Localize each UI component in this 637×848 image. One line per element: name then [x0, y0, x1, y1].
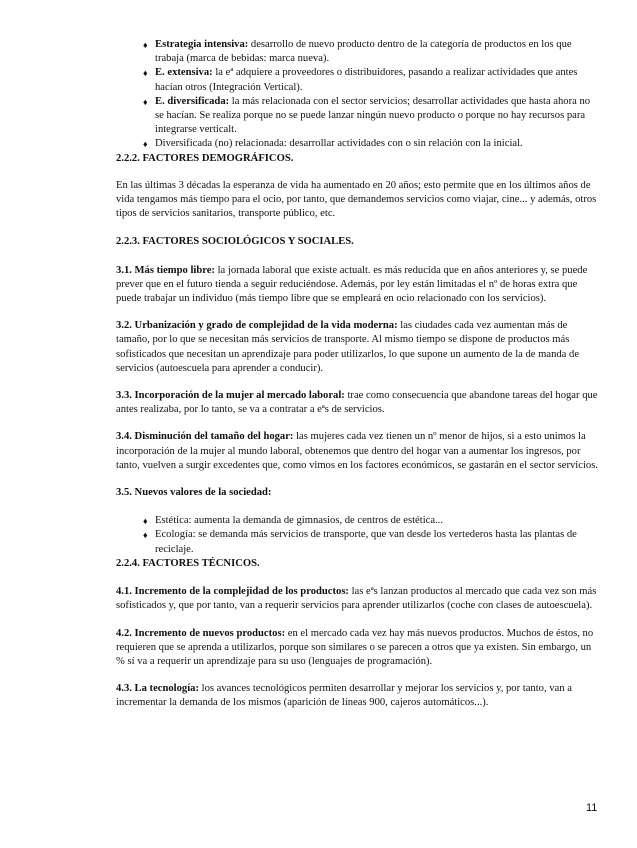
item-text: en el mercado cada vez hay más nuevos productos. Muchos de éstos, no requieren que se aprenda a utilizarlos, porque son similares o se parecen a otros que ya existen. Sin embargo, un % sí va a requerir un aprendizaje para su uso (lenguajes de programación).	[116, 627, 594, 667]
item-term: 3.1. Más tiempo libre:	[116, 264, 215, 276]
bullet-text: Diversificada (no) relacionada: desarrollar actividades con o sin relación con la inicial.	[155, 138, 523, 150]
page-number: 11	[586, 802, 598, 814]
strategy-list	[143, 38, 600, 152]
paragraph-item	[116, 389, 600, 417]
diamond-bullet-icon: ♦	[143, 139, 148, 150]
item-term: 4.1. Incremento de la complejidad de los productos:	[116, 586, 349, 598]
bullet-term: E. diversificada:	[155, 95, 230, 107]
item-term: 3.3. Incorporación de la mujer al mercado laboral:	[116, 390, 345, 402]
item-text: los avances tecnológicos permiten desarrollar y mejorar los servicios y, por tanto, van a incrementar la demanda de los mismos (aparición de líneas 900, cajeros automáticos...).	[116, 683, 572, 709]
section-heading-tecnicos: 2.2.4. FACTORES TÉCNICOS.	[116, 557, 260, 569]
page-content	[116, 38, 600, 711]
diamond-bullet-icon: ♦	[143, 530, 148, 541]
bullet-term: E. extensiva:	[155, 67, 213, 79]
item-text: trae como consecuencia que abandone tareas del hogar que antes realizaba, por lo tanto, se va a contratar a eªs de servicios.	[116, 390, 598, 416]
paragraph-item	[116, 430, 600, 473]
paragraph-item	[116, 319, 600, 376]
diamond-bullet-icon: ♦	[143, 516, 148, 527]
item-term: 4.3. La tecnología:	[116, 683, 199, 695]
paragraph-demograficos: En las últimas 3 décadas la esperanza de vida ha aumentado en 20 años; esto permite que en los últimos años de vida tengamos más tiempo para el ocio, por tanto, que demandemos servicios como viajar, cine... y además, otros tipos de servicios sanitarios, transporte público, etc.	[116, 179, 597, 220]
item-term: 3.4. Disminución del tamaño del hogar:	[116, 431, 294, 443]
item-text: las eªs lanzan productos al mercado que cada vez son más sofisticados y, que por tanto, van a requerir servicios para aprender utilizarlos (coche con clases de autoescuela).	[116, 586, 597, 612]
diamond-bullet-icon: ♦	[143, 40, 148, 50]
paragraph-item	[116, 627, 600, 670]
list-item	[143, 38, 600, 66]
list-item	[143, 137, 600, 151]
paragraph-item	[116, 585, 600, 613]
item-term: 4.2. Incremento de nuevos productos:	[116, 627, 286, 639]
item-text: las ciudades cada vez aumentan más de tamaño, por lo que se necesitan más servicios de transporte. Al mismo tiempo se dispone de productos más sofisticados que necesitan un aprendizaje para poder utilizarlos, lo que supone un aumento de la de manda de servicios (autoescuela para aprender a conducir).	[116, 320, 580, 374]
list-item	[143, 528, 600, 556]
section-heading-sociologicos: 2.2.3. FACTORES SOCIOLÓGICOS Y SOCIALES.	[116, 236, 354, 248]
subheading-values: 3.5. Nuevos valores de la sociedad:	[116, 487, 272, 499]
diamond-bullet-icon: ♦	[143, 96, 148, 107]
list-item	[143, 514, 600, 528]
paragraph-item	[116, 682, 600, 710]
list-item	[143, 95, 600, 138]
item-text: la jornada laboral que existe actualt. es más reducida que en años anteriores y, se puede prever que en el futuro tienda a seguir reduciéndose. Además, por ley están limitadas el nº de horas extra que puede trabajar un individuo (más tiempo libre que se empleará en ocio relacionado con los servicios).	[116, 264, 588, 305]
item-term: 3.2. Urbanización y grado de complejidad de la vida moderna:	[116, 320, 398, 332]
section-heading-demograficos: 2.2.2. FACTORES DEMOGRÁFICOS.	[116, 152, 294, 164]
list-item	[143, 66, 600, 94]
bullet-term: Estrategia intensiva:	[155, 39, 249, 50]
values-list	[143, 514, 600, 557]
bullet-text: la eª adquiere a proveedores o distribuidores, pasando a realizar actividades que antes hacían otros (Integración Vertical).	[155, 67, 578, 93]
paragraph-item	[116, 264, 600, 307]
item-text: las mujeres cada vez tienen un nº menor de hijos, si a esto unimos la incorporación de la mujer al mundo laboral, obtenemos que dentro del hogar van a aumentar los ingresos, por tanto, vuelven a surgir excedentes que, como vimos en los factores económicos, se gastarán en el sector servicios.	[116, 431, 598, 471]
diamond-bullet-icon: ♦	[143, 68, 148, 79]
bullet-text: Ecología: se demanda más servicios de transporte, que van desde los vertederos hasta las plantas de reciclaje.	[155, 529, 577, 555]
bullet-text: desarrollo de nuevo producto dentro de la categoría de productos en los que trabaja (marca de bebidas: marca nueva).	[155, 39, 572, 65]
bullet-text: la más relacionada con el sector servicios; desarrollar actividades que hasta ahora no se hacían. Se realiza porque no se puede lanzar ningún nuevo producto o porque no hay recursos para integrarse verticalt.	[155, 95, 591, 136]
bullet-text: Estética: aumenta la demanda de gimnasios, de centros de estética...	[155, 515, 443, 527]
